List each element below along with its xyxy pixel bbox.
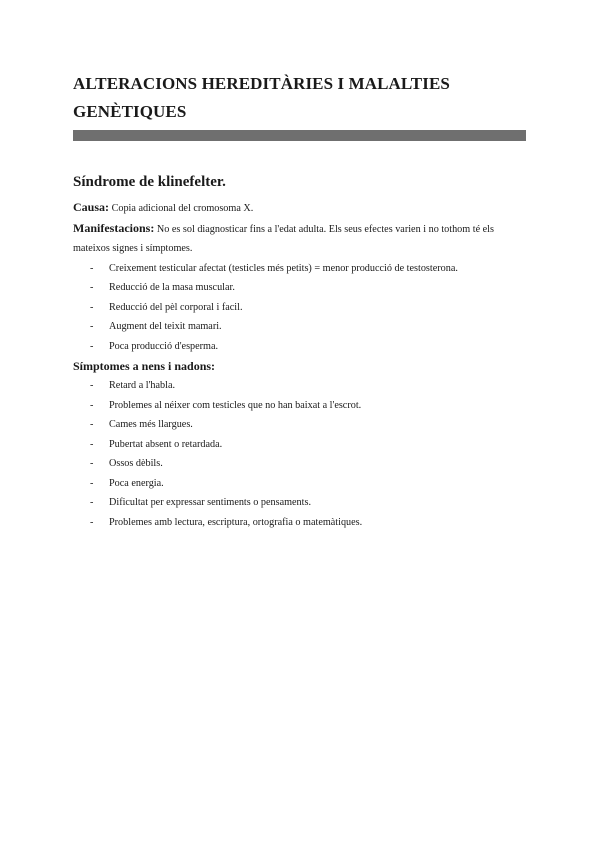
- dash-bullet: -: [90, 399, 94, 411]
- list-item-text: Dificultat per expressar sentiments o pensaments.: [109, 497, 311, 509]
- dash-bullet: -: [90, 458, 94, 470]
- manifestations-paragraph: [73, 219, 526, 259]
- document-body: [73, 172, 526, 532]
- list-item-text: Retard a l'habla.: [109, 380, 176, 392]
- list-item: [73, 337, 526, 357]
- dash-bullet: -: [90, 477, 94, 489]
- dash-bullet: -: [90, 301, 94, 313]
- list-item-text: Poca energia.: [109, 477, 164, 489]
- cause-label: Causa:: [73, 200, 110, 214]
- list-item-text: Cames més llargues.: [109, 419, 193, 431]
- list-item: [73, 513, 526, 533]
- symptoms-list: [73, 376, 526, 532]
- page-title: ALTERACIONS HEREDITÀRIES I MALALTIES GENÈTIQUES: [73, 74, 450, 121]
- section-title: Síndrome de klinefelter.: [73, 174, 226, 190]
- list-item-text: Problemes amb lectura, escriptura, ortografia o matemàtiques.: [109, 516, 363, 528]
- list-item: [73, 259, 526, 279]
- list-item: [73, 493, 526, 513]
- dash-bullet: -: [90, 340, 94, 352]
- manifestations-label: Manifestacions:: [73, 220, 155, 235]
- symptoms-heading: Símptomes a nens i nadons:: [73, 359, 216, 374]
- title-divider-bar: [73, 130, 526, 141]
- list-item: [73, 317, 526, 337]
- list-item-text: Reducció del pèl corporal i facil.: [109, 301, 243, 313]
- list-item: [73, 415, 526, 435]
- dash-bullet: -: [90, 516, 94, 528]
- list-item: [73, 454, 526, 474]
- list-item: [73, 474, 526, 494]
- list-item-text: Poca producció d'esperma.: [109, 340, 219, 352]
- list-item-text: Problemes al néixer com testicles que no han baixat a l'escrot.: [109, 399, 362, 411]
- manifestations-text: No es sol diagnosticar fins a l'edat adulta. Els seus efectes varien i no tothom té els mateixos signes i símptomes.: [73, 223, 494, 255]
- list-item-text: Reducció de la masa muscular.: [109, 282, 235, 294]
- list-item-text: Ossos dèbils.: [109, 458, 163, 470]
- dash-bullet: -: [90, 321, 94, 333]
- cause-paragraph: [73, 198, 526, 219]
- list-item: [73, 298, 526, 318]
- list-item: [73, 396, 526, 416]
- dash-bullet: -: [90, 282, 94, 294]
- dash-bullet: -: [90, 380, 94, 392]
- cause-text: Copia adicional del cromosoma X.: [109, 203, 254, 214]
- dash-bullet: -: [90, 262, 94, 274]
- list-item-text: Creixement testicular afectat (testicles més petits) = menor producció de testosterona.: [109, 262, 458, 274]
- manifestations-list: [73, 259, 526, 357]
- list-item: [73, 278, 526, 298]
- dash-bullet: -: [90, 438, 94, 450]
- list-item: [73, 435, 526, 455]
- list-item: [73, 376, 526, 396]
- dash-bullet: -: [90, 497, 94, 509]
- list-item-text: Augment del teixit mamari.: [109, 321, 222, 333]
- dash-bullet: -: [90, 419, 94, 431]
- list-item-text: Pubertat absent o retardada.: [109, 438, 223, 450]
